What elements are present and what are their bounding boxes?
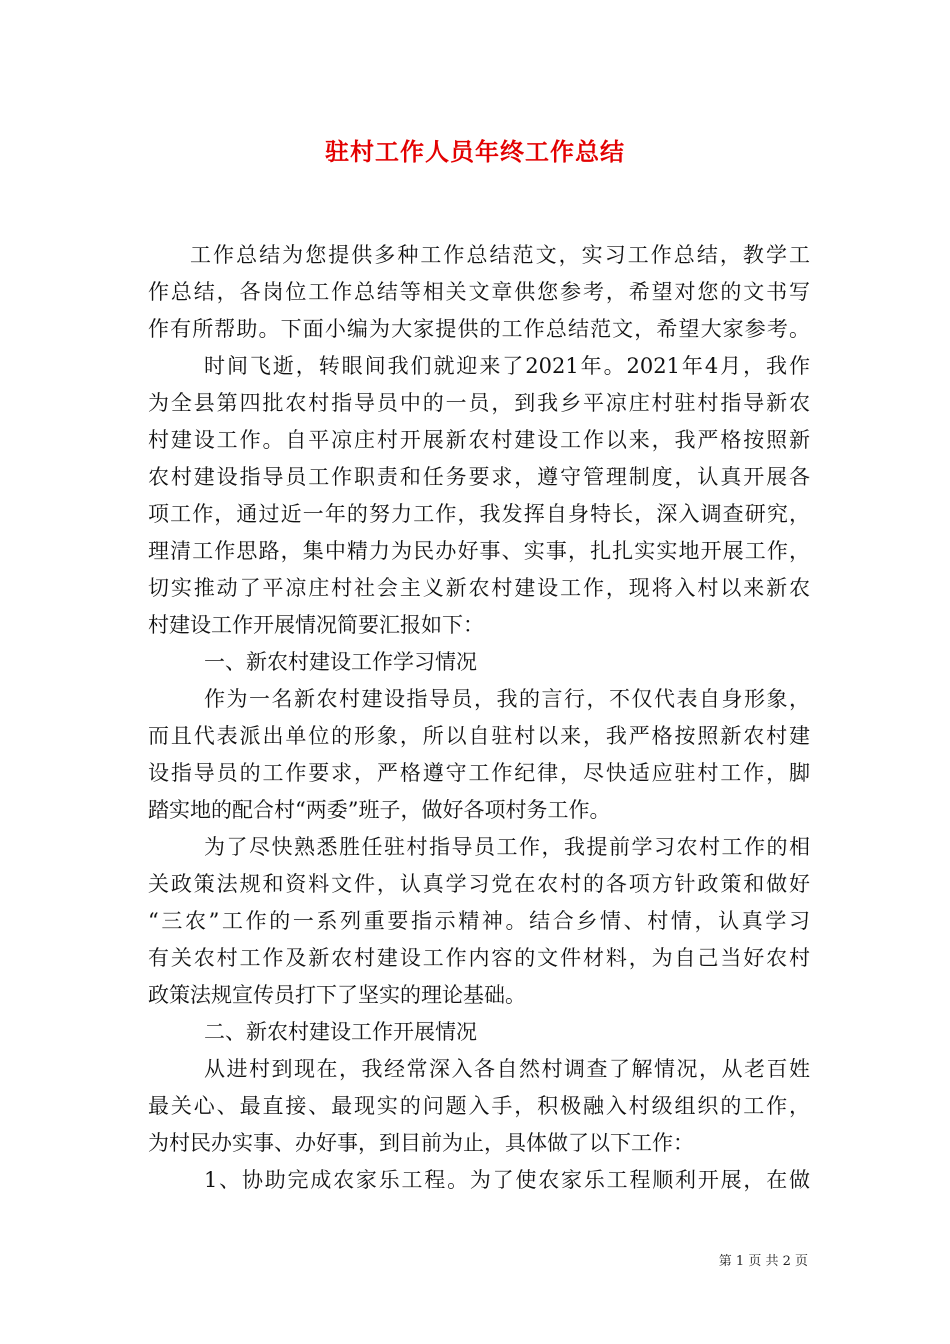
paragraph-line: 关政策法规和资料文件，认真学习党在农村的各项方针政策和做好 bbox=[148, 872, 810, 896]
paragraph-line: 作有所帮助。下面小编为大家提供的工作总结范文，希望大家参考。 bbox=[148, 317, 810, 341]
paragraph-line: 而且代表派出单位的形象，所以自驻村以来，我严格按照新农村建 bbox=[148, 724, 810, 748]
paragraph-line: 为了尽快熟悉胜任驻村指导员工作，我提前学习农村工作的相 bbox=[204, 835, 810, 859]
paragraph-line: 切实推动了平凉庄村社会主义新农村建设工作，现将入村以来新农 bbox=[148, 576, 810, 600]
section-heading: 一、新农村建设工作学习情况 bbox=[204, 650, 477, 674]
page-number-footer: 第 1 页 共 2 页 bbox=[718, 1254, 808, 1269]
paragraph-line: 工作总结为您提供多种工作总结范文，实习工作总结，教学工 bbox=[190, 243, 810, 267]
paragraph-line: 为村民办实事、办好事，到目前为止，具体做了以下工作： bbox=[148, 1131, 694, 1155]
paragraph-line: 踏实地的配合村“两委”班子，做好各项村务工作。 bbox=[148, 798, 611, 822]
paragraph-line: 农村建设指导员工作职责和任务要求，遵守管理制度，认真开展各 bbox=[148, 465, 810, 489]
paragraph-line: 作为一名新农村建设指导员，我的言行，不仅代表自身形象， bbox=[204, 687, 810, 711]
paragraph-line: 设指导员的工作要求，严格遵守工作纪律，尽快适应驻村工作，脚 bbox=[148, 761, 810, 785]
paragraph-line: 理清工作思路，集中精力为民办好事、实事，扎扎实实地开展工作， bbox=[148, 539, 810, 563]
paragraph-line: 时间飞逝，转眼间我们就迎来了2021年。2021年4月，我作 bbox=[204, 354, 810, 378]
paragraph-line: 作总结，各岗位工作总结等相关文章供您参考，希望对您的文书写 bbox=[148, 280, 810, 304]
paragraph-line: 村建设工作开展情况简要汇报如下： bbox=[148, 613, 484, 637]
paragraph-line: 最关心、最直接、最现实的问题入手，积极融入村级组织的工作， bbox=[148, 1094, 810, 1118]
paragraph-line: 有关农村工作及新农村建设工作内容的文件材料，为自己当好农村 bbox=[148, 946, 810, 970]
paragraph-line: 1、协助完成农家乐工程。为了使农家乐工程顺利开展，在做 bbox=[204, 1168, 810, 1192]
paragraph-line: “三农”工作的一系列重要指示精神。结合乡情、村情，认真学习 bbox=[148, 909, 810, 933]
paragraph-line: 从进村到现在，我经常深入各自然村调查了解情况，从老百姓 bbox=[204, 1057, 810, 1081]
paragraph-line: 村建设工作。自平凉庄村开展新农村建设工作以来，我严格按照新 bbox=[148, 428, 810, 452]
paragraph-line: 政策法规宣传员打下了坚实的理论基础。 bbox=[148, 983, 526, 1007]
paragraph-line: 为全县第四批农村指导员中的一员，到我乡平凉庄村驻村指导新农 bbox=[148, 391, 810, 415]
section-heading: 二、新农村建设工作开展情况 bbox=[204, 1020, 477, 1044]
paragraph-line: 项工作，通过近一年的努力工作，我发挥自身特长，深入调查研究， bbox=[148, 502, 810, 526]
document-title: 驻村工作人员年终工作总结 bbox=[325, 138, 625, 166]
